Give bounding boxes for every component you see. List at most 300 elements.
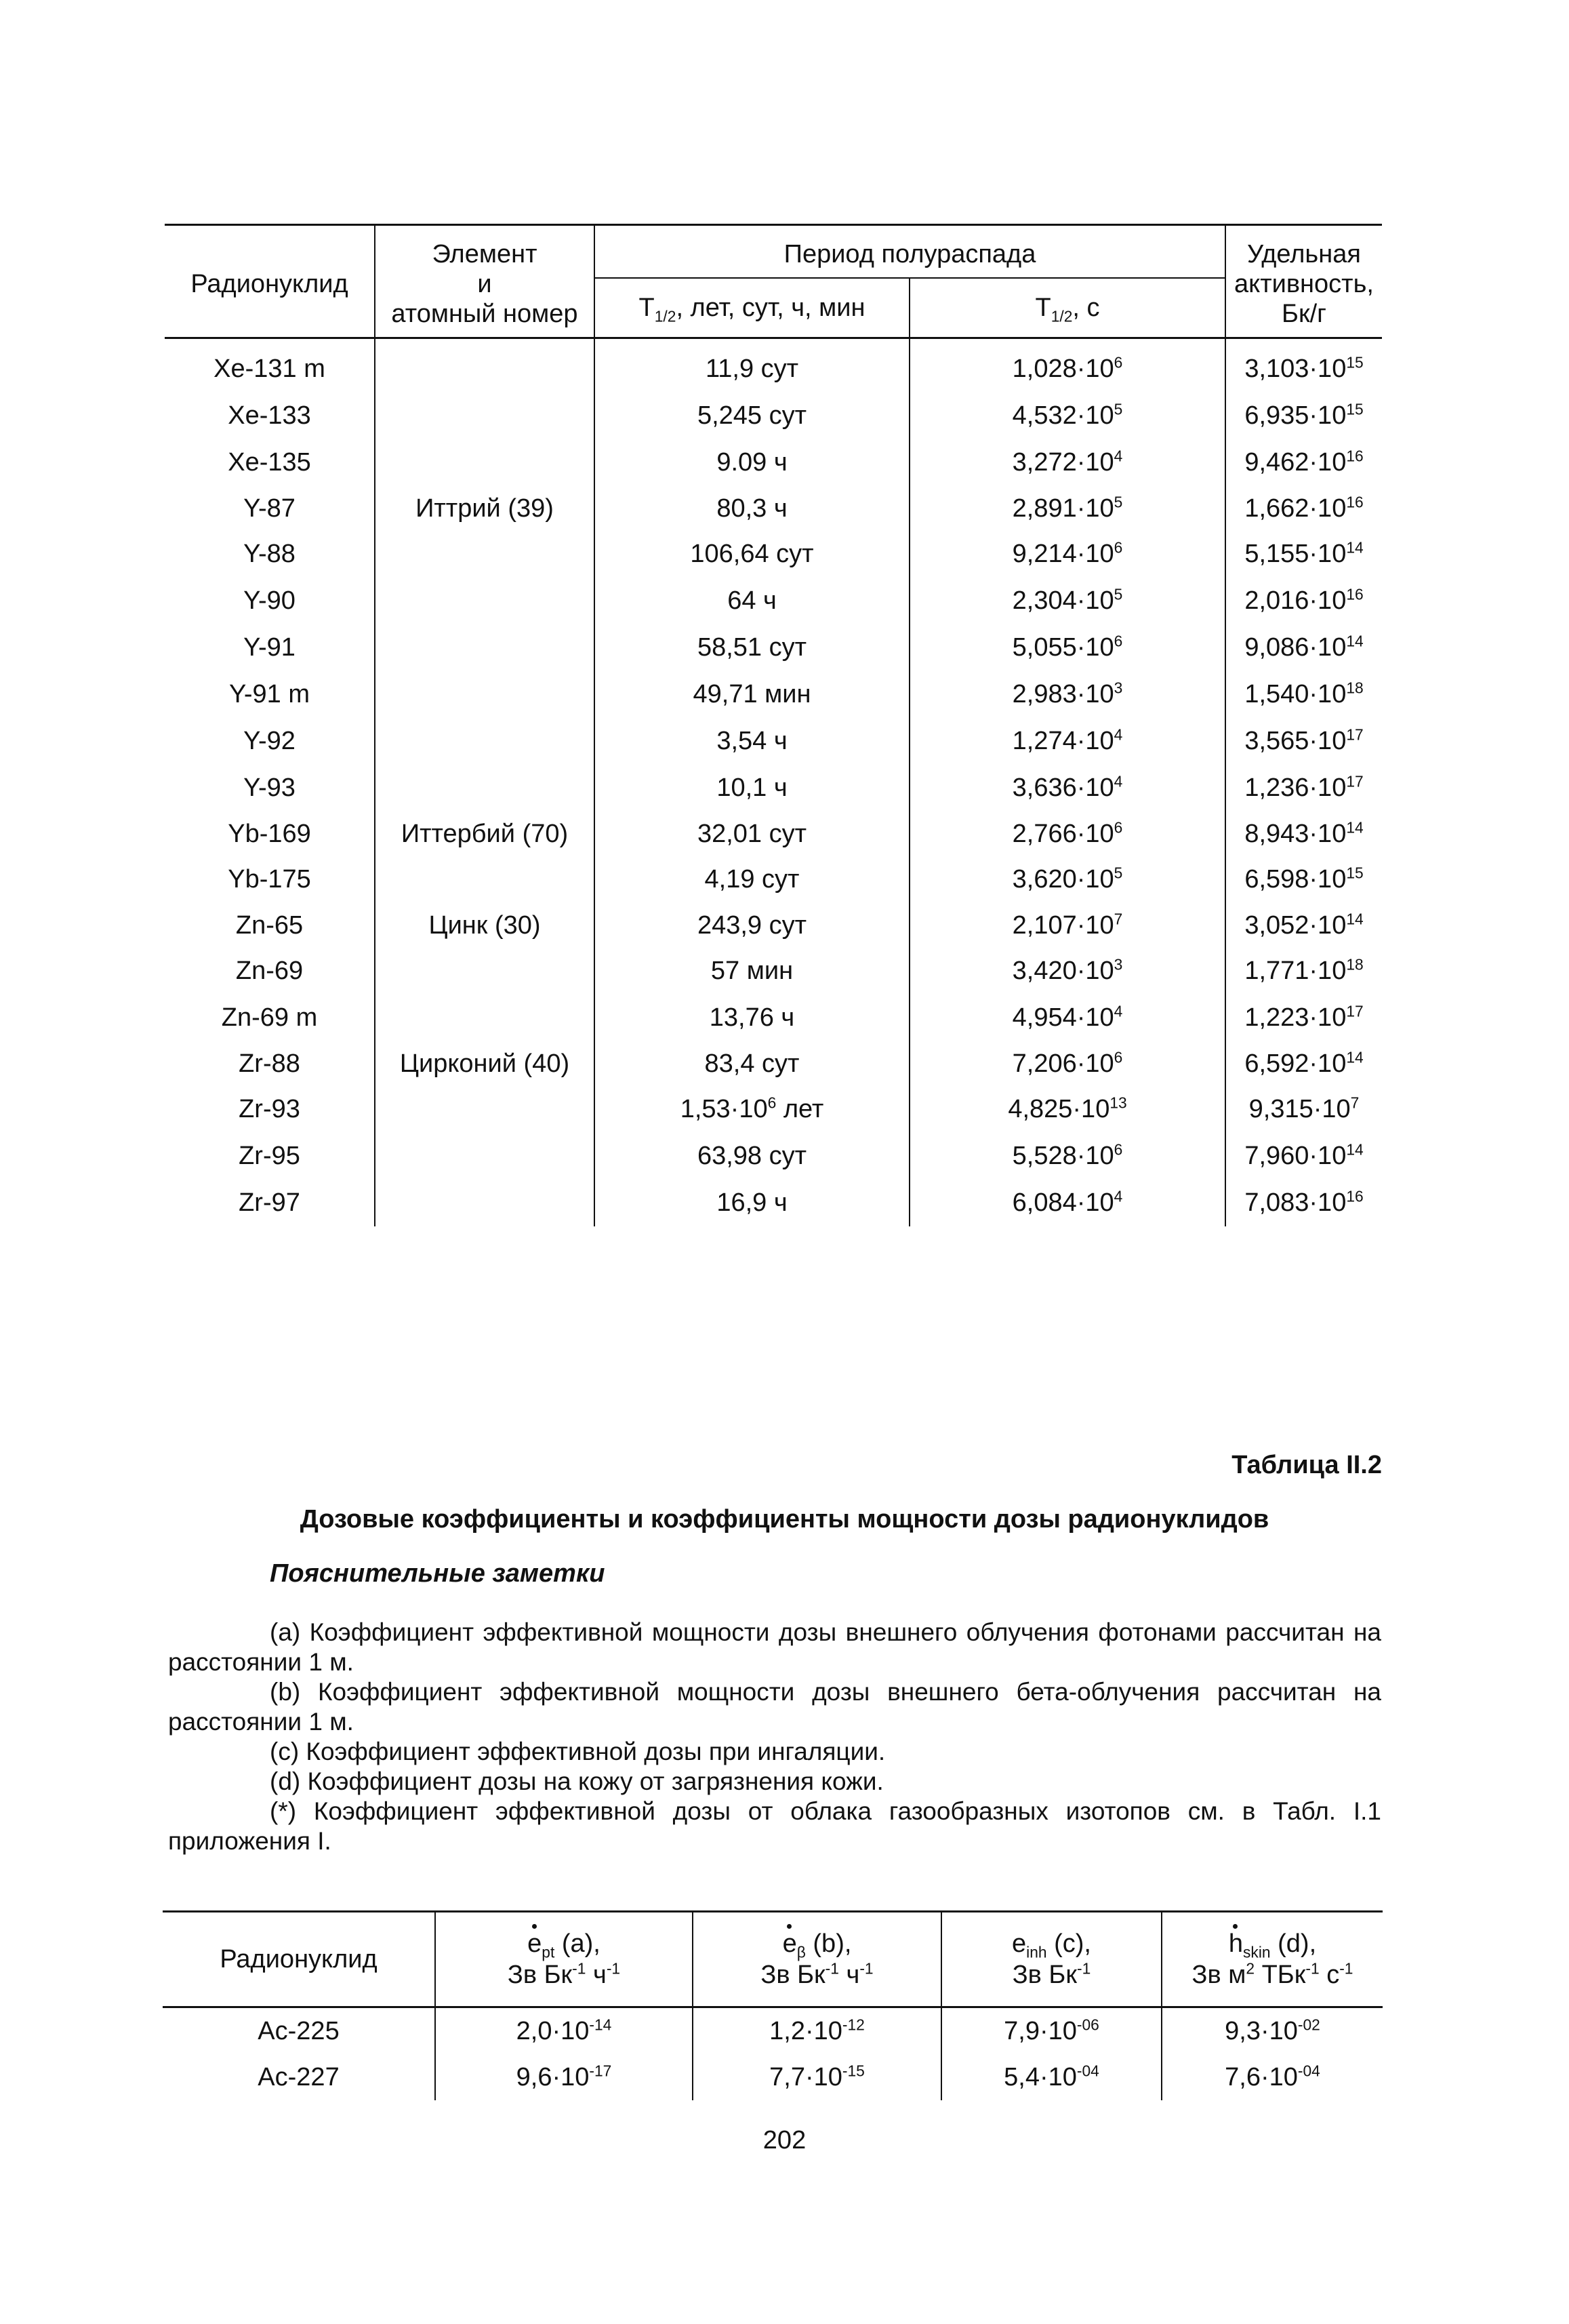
halflife-value: 16,9 ч xyxy=(716,1188,788,1217)
exponent: 6 xyxy=(1114,353,1123,372)
header2-hskin xyxy=(1162,1912,1383,2007)
halflife-value: 243,9 сут xyxy=(697,910,807,940)
mantissa: 7,6·10 xyxy=(1225,2062,1298,2091)
halflife-value: 11,9 сут xyxy=(705,355,799,383)
cell-halflife-seconds xyxy=(910,338,1225,393)
cell-halflife xyxy=(594,856,910,903)
exponent: 18 xyxy=(1346,679,1364,697)
halflife-value: 80,3 ч xyxy=(716,494,788,523)
table-row xyxy=(165,765,1382,812)
cell-element xyxy=(375,531,594,578)
cell-nuclide: Zn-69 xyxy=(235,957,304,985)
exponent: 14 xyxy=(1346,1140,1364,1159)
exponent: 14 xyxy=(1346,818,1364,836)
cell-activity xyxy=(1225,486,1382,531)
table-row xyxy=(163,2007,1383,2055)
exponent: 4 xyxy=(1114,725,1123,744)
cell-nuclide: Ac-227 xyxy=(258,2062,340,2091)
mantissa: 6,084·10 xyxy=(1012,1188,1114,1217)
header-halflife-seconds: $T_{1/2}$, с xyxy=(910,278,1225,338)
mantissa: 8,943·10 xyxy=(1244,819,1347,848)
header2-hskin-sub: skin xyxy=(1243,1943,1271,1961)
header2-ept-exp1: -1 xyxy=(572,1959,586,1978)
cell-activity xyxy=(1225,856,1382,903)
mantissa: 1,771·10 xyxy=(1244,957,1347,985)
mantissa: 2,0·10 xyxy=(516,2016,590,2045)
exponent: 3 xyxy=(1114,955,1123,974)
cell-nuclide: Zr-93 xyxy=(239,1095,300,1123)
mantissa: 4,954·10 xyxy=(1012,1003,1114,1032)
cell-activity xyxy=(1225,578,1382,624)
header2-radionuclide: Радионуклид xyxy=(163,1912,435,2007)
exponent: 6 xyxy=(1114,538,1123,557)
cell-halflife xyxy=(594,578,910,624)
header-activity-line1: Удельная xyxy=(1247,240,1361,268)
cell-halflife-seconds xyxy=(910,439,1225,486)
cell-element xyxy=(375,671,594,718)
cell-element: Иттербий (70) xyxy=(375,812,594,856)
cell-halflife-seconds xyxy=(910,765,1225,812)
header2-ept-sub: pt xyxy=(542,1943,555,1961)
cell-nuclide: Y-91 xyxy=(243,633,296,662)
table-row xyxy=(165,812,1382,856)
note-item: (*) Коэффициент эффективной дозы от облака газообразных изотопов см. в Табл. I.1 приложения I. xyxy=(168,1797,1381,1855)
exponent: 4 xyxy=(1114,1187,1123,1205)
cell-nuclide: Xe-135 xyxy=(228,448,311,477)
exponent: -04 xyxy=(1076,2061,1099,2079)
cell-halflife-seconds xyxy=(910,393,1225,439)
cell-activity xyxy=(1225,624,1382,671)
note-item: (d) Коэффициент дозы на кожу от загрязнения кожи. xyxy=(270,1767,884,1795)
mantissa: 7,960·10 xyxy=(1244,1142,1347,1170)
cell-halflife-seconds xyxy=(910,1180,1225,1226)
halflife-value: 5,245 сут xyxy=(697,401,807,430)
header2-ept-unit-h: ч xyxy=(586,1961,607,1989)
mantissa: 7,7·10 xyxy=(769,2062,842,2091)
table-row xyxy=(163,2054,1383,2100)
exponent: -14 xyxy=(589,2015,612,2033)
table-row xyxy=(165,903,1382,948)
header-element xyxy=(375,225,594,338)
header2-hskin-unit-tbk: ТБк xyxy=(1255,1961,1306,1989)
mantissa: 7,9·10 xyxy=(1004,2016,1077,2045)
mantissa: 1,236·10 xyxy=(1244,774,1347,802)
cell-nuclide: Zr-97 xyxy=(239,1188,300,1217)
cell-activity xyxy=(1225,765,1382,812)
cell-element xyxy=(375,995,594,1041)
notes-list xyxy=(168,1618,1381,1856)
header2-hskin-tag: (d), xyxy=(1270,1929,1317,1958)
mantissa: 5,155·10 xyxy=(1244,540,1347,568)
cell-halflife xyxy=(594,624,910,671)
cell-element xyxy=(375,393,594,439)
cell-halflife xyxy=(594,338,910,393)
header-element-line1: Элемент xyxy=(432,240,537,268)
cell-nuclide: Y-91 m xyxy=(229,680,310,708)
cell-halflife-seconds xyxy=(910,671,1225,718)
cell-halflife-seconds xyxy=(910,903,1225,948)
mantissa: 4,825·10 xyxy=(1008,1095,1110,1123)
cell-element: Иттрий (39) xyxy=(375,486,594,531)
cell-nuclide: Xe-131 m xyxy=(213,355,325,383)
cell-element: Цирконий (40) xyxy=(375,1041,594,1086)
cell-halflife-seconds xyxy=(910,1086,1225,1133)
cell-nuclide: Xe-133 xyxy=(228,401,311,430)
header-activity-line2: активность, xyxy=(1234,270,1374,298)
mantissa: 3,565·10 xyxy=(1244,727,1347,755)
cell-halflife-seconds xyxy=(910,531,1225,578)
cell-halflife-seconds xyxy=(910,1041,1225,1086)
cell-element xyxy=(375,624,594,671)
header2-einh-sub: inh xyxy=(1026,1943,1047,1961)
mantissa: 9,315·10 xyxy=(1248,1095,1351,1123)
exponent: 13 xyxy=(1109,1094,1127,1112)
cell-nuclide: Yb-175 xyxy=(228,865,311,894)
cell-activity xyxy=(1225,1041,1382,1086)
cell-element xyxy=(375,1086,594,1133)
page-number: 202 xyxy=(762,2126,807,2155)
halflife-value: 10,1 ч xyxy=(716,774,788,802)
halflife-unit: лет xyxy=(776,1095,824,1123)
table-row xyxy=(165,1180,1382,1226)
mantissa: 6,935·10 xyxy=(1244,401,1347,430)
header-activity-line3: Бк/г xyxy=(1282,300,1326,328)
header2-eb-sub: β xyxy=(796,1943,806,1961)
exponent: 5 xyxy=(1114,585,1123,603)
exponent: -04 xyxy=(1297,2061,1320,2079)
table-row xyxy=(165,393,1382,439)
header2-eb-symbol: e xyxy=(782,1929,797,1958)
cell-coefficient xyxy=(1162,2007,1383,2055)
notes-heading: Пояснительные заметки xyxy=(270,1559,605,1588)
halflife-value: 57 мин xyxy=(710,957,794,985)
cell-element xyxy=(375,1133,594,1180)
header2-eb xyxy=(693,1912,941,2007)
mantissa: 1,274·10 xyxy=(1012,727,1114,755)
header2-hskin-unit-s: с xyxy=(1319,1961,1340,1989)
cell-coefficient xyxy=(435,2007,693,2055)
header2-hskin-exp-s: -1 xyxy=(1339,1959,1353,1978)
mantissa: 5,4·10 xyxy=(1004,2062,1077,2091)
section-title: Дозовые коэффициенты и коэффициенты мощности дозы радионуклидов xyxy=(300,1505,1269,1534)
cell-nuclide: Zr-95 xyxy=(239,1142,300,1170)
halflife-value: 32,01 сут xyxy=(697,819,807,848)
mantissa: 2,107·10 xyxy=(1012,910,1114,940)
exponent: 7 xyxy=(1114,909,1123,927)
table-row xyxy=(165,486,1382,531)
header2-eb-exp2: -1 xyxy=(859,1959,874,1978)
cell-halflife-seconds xyxy=(910,948,1225,995)
mantissa: 2,766·10 xyxy=(1012,819,1114,848)
mantissa: 7,206·10 xyxy=(1012,1049,1114,1078)
header-t-sub: 1/2 xyxy=(654,307,676,325)
cell-coefficient xyxy=(693,2054,941,2100)
cell-coefficient xyxy=(435,2054,693,2100)
cell-halflife-seconds xyxy=(910,718,1225,765)
header2-einh-unit: Зв Бк xyxy=(1012,1961,1077,1989)
cell-halflife-seconds xyxy=(910,856,1225,903)
cell-nuclide: Yb-169 xyxy=(228,819,311,848)
header2-einh-symbol: e xyxy=(1012,1929,1027,1958)
header2-einh-tag: (c), xyxy=(1046,1929,1091,1958)
exponent: 17 xyxy=(1346,772,1364,790)
cell-element xyxy=(375,948,594,995)
cell-activity xyxy=(1225,1086,1382,1133)
mantissa: 3,420·10 xyxy=(1012,957,1114,985)
exponent: 16 xyxy=(1346,492,1364,510)
mantissa: 3,272·10 xyxy=(1012,448,1114,477)
exponent: -12 xyxy=(842,2015,865,2033)
table-row xyxy=(165,948,1382,995)
cell-coefficient xyxy=(693,2007,941,2055)
cell-halflife xyxy=(594,1086,910,1133)
mantissa: 9,086·10 xyxy=(1244,633,1347,662)
table-caption: Таблица II.2 xyxy=(1231,1451,1382,1479)
header2-hskin-exp2: 2 xyxy=(1246,1959,1255,1978)
exponent: 17 xyxy=(1346,1002,1364,1020)
cell-halflife xyxy=(594,718,910,765)
cell-activity xyxy=(1225,338,1382,393)
cell-element xyxy=(375,718,594,765)
mantissa: 1,223·10 xyxy=(1244,1003,1347,1032)
header2-hskin-exp-tbk: -1 xyxy=(1305,1959,1320,1978)
header2-ept-symbol: e xyxy=(527,1929,542,1958)
exponent: 18 xyxy=(1346,955,1364,974)
table-row xyxy=(165,439,1382,486)
header-element-line2: и xyxy=(477,270,492,298)
cell-halflife xyxy=(594,671,910,718)
cell-halflife xyxy=(594,903,910,948)
mantissa: 1,662·10 xyxy=(1244,494,1347,523)
exponent: 6 xyxy=(1114,632,1123,650)
exponent: 6 xyxy=(1114,1047,1123,1066)
cell-nuclide: Zn-65 xyxy=(235,910,304,940)
exponent: 4 xyxy=(1114,447,1123,465)
header2-einh xyxy=(941,1912,1162,2007)
mantissa: 9,462·10 xyxy=(1244,448,1347,477)
table-row xyxy=(165,624,1382,671)
mantissa: 1,540·10 xyxy=(1244,680,1347,708)
exponent: 5 xyxy=(1114,492,1123,510)
header2-hskin-symbol: h xyxy=(1228,1929,1244,1958)
cell-activity xyxy=(1225,531,1382,578)
halflife-value: 49,71 мин xyxy=(693,680,811,708)
exponent: -06 xyxy=(1076,2015,1099,2033)
exponent: 14 xyxy=(1346,538,1364,557)
header2-hskin-unit: Зв м xyxy=(1191,1961,1246,1989)
cell-halflife xyxy=(594,439,910,486)
mantissa: 6,598·10 xyxy=(1244,865,1347,894)
cell-nuclide: Ac-225 xyxy=(258,2016,340,2045)
exponent: 5 xyxy=(1114,864,1123,882)
cell-halflife-seconds xyxy=(910,812,1225,856)
cell-coefficient xyxy=(941,2007,1162,2055)
header2-ept-exp2: -1 xyxy=(606,1959,621,1978)
mantissa: 3,103·10 xyxy=(1244,355,1347,383)
exponent: 17 xyxy=(1346,725,1364,744)
mantissa: 5,528·10 xyxy=(1012,1142,1114,1170)
exponent: -15 xyxy=(842,2061,865,2079)
mantissa: 5,055·10 xyxy=(1012,633,1114,662)
cell-element xyxy=(375,439,594,486)
exponent: 15 xyxy=(1346,400,1364,418)
note-item: (c) Коэффициент эффективной дозы при ингаляции. xyxy=(270,1738,886,1765)
exponent: 6 xyxy=(1114,1140,1123,1159)
exponent: 4 xyxy=(1114,772,1123,790)
table-row xyxy=(165,671,1382,718)
header2-ept-tag: (a), xyxy=(554,1929,600,1958)
header2-einh-exp: -1 xyxy=(1076,1959,1091,1978)
cell-nuclide: Y-93 xyxy=(243,774,296,802)
cell-coefficient xyxy=(941,2054,1162,2100)
exponent: 3 xyxy=(1114,679,1123,697)
exponent: -17 xyxy=(589,2061,612,2079)
cell-activity xyxy=(1225,948,1382,995)
cell-element xyxy=(375,338,594,393)
header2-eb-unit-h: ч xyxy=(838,1961,860,1989)
cell-halflife xyxy=(594,1041,910,1086)
note-item: (a) Коэффициент эффективной мощности дозы внешнего облучения фотонами рассчитан на расстоянии 1 м. xyxy=(168,1618,1381,1676)
header-t-units: , лет, сут, ч, мин xyxy=(676,294,865,322)
header-halflife: Период полураспада xyxy=(594,225,1225,279)
cell-halflife xyxy=(594,393,910,439)
mantissa: 7,083·10 xyxy=(1244,1188,1347,1217)
cell-nuclide: Y-92 xyxy=(243,727,296,755)
mantissa: 3,620·10 xyxy=(1012,865,1114,894)
halflife-value: 4,19 сут xyxy=(704,865,800,894)
cell-nuclide: Zr-88 xyxy=(239,1049,300,1078)
header-ts-units: , с xyxy=(1072,294,1100,322)
cell-nuclide: Y-88 xyxy=(243,540,296,568)
header-ts-sub: 1/2 xyxy=(1051,307,1073,325)
halflife-value: 3,54 ч xyxy=(716,727,788,755)
table-row xyxy=(165,531,1382,578)
exponent: 15 xyxy=(1346,864,1364,882)
table-row xyxy=(165,1086,1382,1133)
exponent: 16 xyxy=(1346,1187,1364,1205)
cell-activity xyxy=(1225,1180,1382,1226)
cell-halflife xyxy=(594,1180,910,1226)
cell-element xyxy=(375,856,594,903)
mantissa: 9,6·10 xyxy=(516,2062,590,2091)
table-row xyxy=(165,1041,1382,1086)
cell-nuclide: Y-90 xyxy=(243,586,296,615)
cell-activity xyxy=(1225,1133,1382,1180)
cell-halflife-seconds xyxy=(910,1133,1225,1180)
header2-ept xyxy=(435,1912,693,2007)
cell-halflife-seconds xyxy=(910,624,1225,671)
header-halflife-units: $T_{1/2}$, лет, сут, ч, мин xyxy=(594,278,910,338)
cell-element: Цинк (30) xyxy=(375,903,594,948)
halflife-table xyxy=(165,224,1382,1226)
cell-element xyxy=(375,765,594,812)
mantissa: 2,983·10 xyxy=(1012,680,1114,708)
cell-activity xyxy=(1225,393,1382,439)
header2-eb-tag: (b), xyxy=(805,1929,852,1958)
table-row xyxy=(165,578,1382,624)
header-radionuclide: Радионуклид xyxy=(165,225,375,338)
cell-activity xyxy=(1225,718,1382,765)
cell-activity xyxy=(1225,995,1382,1041)
mantissa: 2,016·10 xyxy=(1244,586,1347,615)
cell-activity xyxy=(1225,812,1382,856)
exponent: 14 xyxy=(1346,909,1364,927)
cell-activity xyxy=(1225,903,1382,948)
header2-eb-unit: Зв Бк xyxy=(760,1961,826,1989)
exponent: 14 xyxy=(1346,1047,1364,1066)
mantissa: 3,636·10 xyxy=(1012,774,1114,802)
exponent: 16 xyxy=(1346,447,1364,465)
cell-nuclide: Zn-69 m xyxy=(221,1003,318,1032)
note-item: (b) Коэффициент эффективной мощности дозы внешнего бета-облучения рассчитан на расстоянии 1 м. xyxy=(168,1678,1381,1736)
header-activity xyxy=(1225,225,1382,338)
table-row xyxy=(165,995,1382,1041)
halflife-value: 9.09 ч xyxy=(716,448,788,477)
table-row xyxy=(165,338,1382,393)
cell-halflife-seconds xyxy=(910,995,1225,1041)
cell-halflife xyxy=(594,765,910,812)
halflife-value: 1,53·10 xyxy=(680,1095,768,1123)
halflife-value: 63,98 сут xyxy=(697,1142,807,1170)
mantissa: 2,891·10 xyxy=(1012,494,1114,523)
exponent: 14 xyxy=(1346,632,1364,650)
exponent: 6 xyxy=(1114,818,1123,836)
mantissa: 4,532·10 xyxy=(1012,401,1114,430)
mantissa: 6,592·10 xyxy=(1244,1049,1347,1078)
exponent: 5 xyxy=(1114,400,1123,418)
header-element-line3: атомный номер xyxy=(391,300,578,328)
cell-halflife-seconds xyxy=(910,578,1225,624)
exponent: 7 xyxy=(1350,1094,1360,1112)
mantissa: 3,052·10 xyxy=(1244,910,1347,940)
mantissa: 1,028·10 xyxy=(1012,355,1114,383)
dose-coefficients-table xyxy=(163,1910,1383,2100)
cell-activity xyxy=(1225,439,1382,486)
cell-coefficient xyxy=(1162,2054,1383,2100)
table-row xyxy=(165,718,1382,765)
halflife-exp: 6 xyxy=(767,1094,777,1112)
cell-element xyxy=(375,578,594,624)
cell-activity xyxy=(1225,671,1382,718)
mantissa: 1,2·10 xyxy=(769,2016,842,2045)
exponent: 4 xyxy=(1114,1002,1123,1020)
cell-halflife xyxy=(594,1133,910,1180)
cell-halflife xyxy=(594,812,910,856)
halflife-value: 106,64 сут xyxy=(690,540,814,568)
cell-halflife xyxy=(594,995,910,1041)
cell-element xyxy=(375,1180,594,1226)
halflife-value: 64 ч xyxy=(727,586,777,615)
header2-eb-exp1: -1 xyxy=(825,1959,839,1978)
mantissa: 9,3·10 xyxy=(1225,2016,1298,2045)
mantissa: 2,304·10 xyxy=(1012,586,1114,615)
table-row xyxy=(165,1133,1382,1180)
halflife-value: 83,4 сут xyxy=(704,1049,800,1078)
cell-halflife xyxy=(594,486,910,531)
cell-halflife xyxy=(594,948,910,995)
cell-halflife-seconds xyxy=(910,486,1225,531)
mantissa: 9,214·10 xyxy=(1012,540,1114,568)
exponent: 15 xyxy=(1346,353,1364,372)
cell-halflife xyxy=(594,531,910,578)
exponent: -02 xyxy=(1297,2015,1320,2033)
cell-nuclide: Y-87 xyxy=(243,494,296,523)
table-row xyxy=(165,856,1382,903)
header2-ept-unit: Зв Бк xyxy=(507,1961,573,1989)
halflife-value: 13,76 ч xyxy=(709,1003,795,1032)
halflife-value: 58,51 сут xyxy=(697,633,807,662)
exponent: 16 xyxy=(1346,585,1364,603)
